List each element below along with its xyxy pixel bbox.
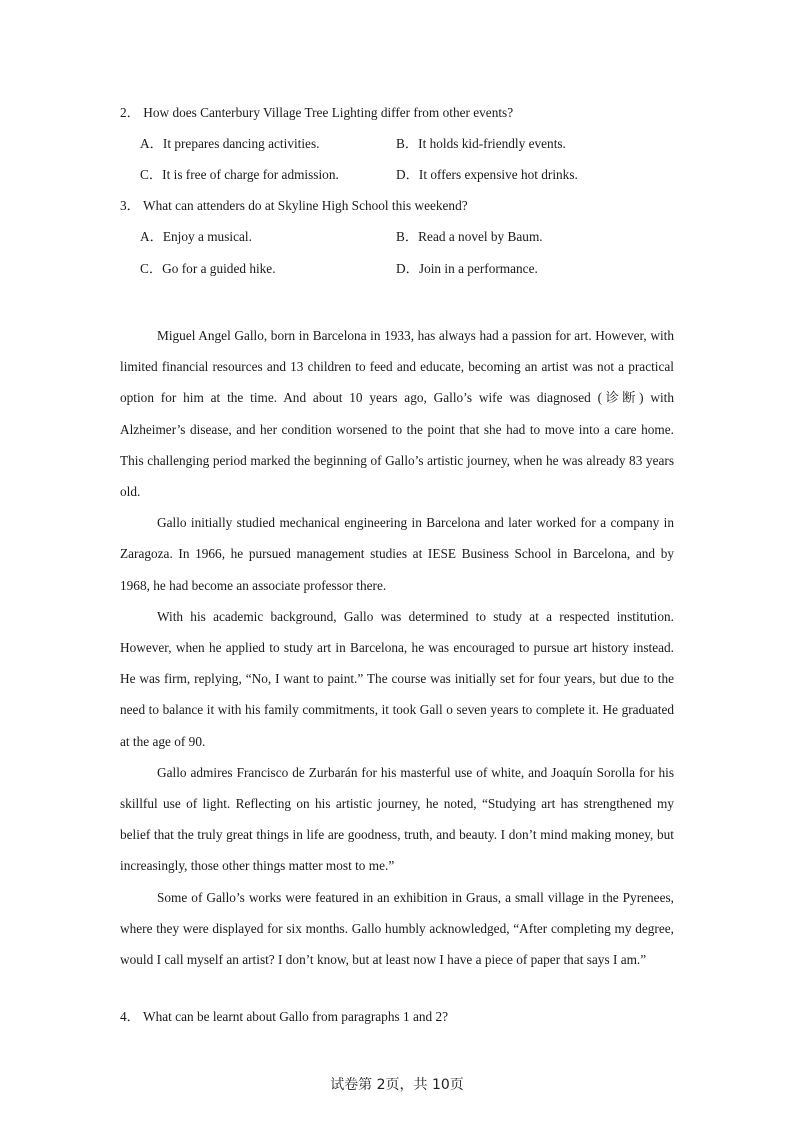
- reading-passage: [120, 320, 674, 975]
- option-letter: A．: [140, 136, 163, 151]
- option-text: It holds kid-friendly events.: [418, 136, 566, 151]
- option-letter: B．: [396, 229, 419, 244]
- question-2-option-b: [396, 135, 566, 153]
- option-text: Enjoy a musical.: [162, 229, 252, 244]
- passage-paragraph-3: With his academic background, Gallo was determined to study at a respected institution. However, when he applied to study art in Barcelona, he was encouraged to pursue art history instead. He was firm, replying, “No, I want to paint.” The course was initially set for four years, but due to the need to balance it with his family commitments, it took Gall o seven years to complete it. He graduated at the age of 90.: [120, 608, 674, 749]
- option-text: Read a novel by Baum.: [418, 229, 543, 244]
- question-2-option-a: [140, 135, 319, 153]
- question-3-option-b: [396, 228, 543, 246]
- option-text: It is free of charge for admission.: [162, 167, 339, 182]
- option-letter: D．: [396, 167, 419, 182]
- question-3: [120, 197, 468, 215]
- option-letter: B．: [396, 136, 419, 151]
- question-2: [120, 104, 513, 122]
- question-3-option-d: [396, 260, 538, 278]
- passage-paragraph-4: Gallo admires Francisco de Zurbarán for his masterful use of white, and Joaquín Sorolla for his skillful use of light. Reflecting on his artistic journey, he noted, “Studying art has strengthened my belief that the truly great things in life are goodness, truth, and beauty. I don’t mind making money, but increasingly, those other things matter most to me.”: [120, 764, 674, 874]
- passage-paragraph-2: Gallo initially studied mechanical engineering in Barcelona and later worked for a company in Zaragoza. In 1966, he pursued management studies at IESE Business School in Barcelona, and by 1968, he had become an associate professor there.: [120, 515, 674, 593]
- question-2-option-d: [396, 166, 578, 184]
- option-text: It prepares dancing activities.: [162, 136, 320, 151]
- page-footer: 试卷第 2页，共 10页: [330, 1077, 464, 1093]
- option-letter: D．: [396, 261, 419, 276]
- option-letter: A．: [140, 229, 163, 244]
- question-3-option-a: [140, 228, 252, 246]
- question-number: 2．: [120, 105, 140, 120]
- passage-paragraph-1: Miguel Angel Gallo, born in Barcelona in 1933, has always had a passion for art. However, with limited financial resources and 13 children to feed and educate, becoming an artist was not a practical option for him at the time. And about 10 years ago, Gallo’s wife was diagnosed (诊断) with Alzheimer’s disease, and her condition worsened to the point that she had to move into a care home. This challenging period marked the beginning of Gallo’s artistic journey, when he was already 83 years old.: [120, 328, 674, 500]
- option-letter: C．: [140, 167, 163, 182]
- question-text: How does Canterbury Village Tree Lighting differ from other events?: [143, 105, 514, 120]
- question-2-option-c: [140, 166, 339, 184]
- question-text: What can be learnt about Gallo from paragraphs 1 and 2?: [143, 1009, 449, 1024]
- passage-paragraph-5: Some of Gallo’s works were featured in an exhibition in Graus, a small village in the Pyrenees, where they were displayed for six months. Gallo humbly acknowledged, “After completing my degree, would I call myself an artist? I don’t know, but at least now I have a piece of paper that says I am.”: [120, 889, 674, 968]
- option-text: Join in a performance.: [418, 261, 538, 276]
- option-text: It offers expensive hot drinks.: [418, 167, 578, 182]
- option-text: Go for a guided hike.: [162, 261, 276, 276]
- option-letter: C．: [140, 261, 163, 276]
- question-number: 4．: [120, 1009, 140, 1024]
- question-4: [120, 1008, 448, 1026]
- question-text: What can attenders do at Skyline High School this weekend?: [143, 198, 468, 213]
- question-number: 3．: [120, 198, 140, 213]
- question-3-option-c: [140, 260, 276, 278]
